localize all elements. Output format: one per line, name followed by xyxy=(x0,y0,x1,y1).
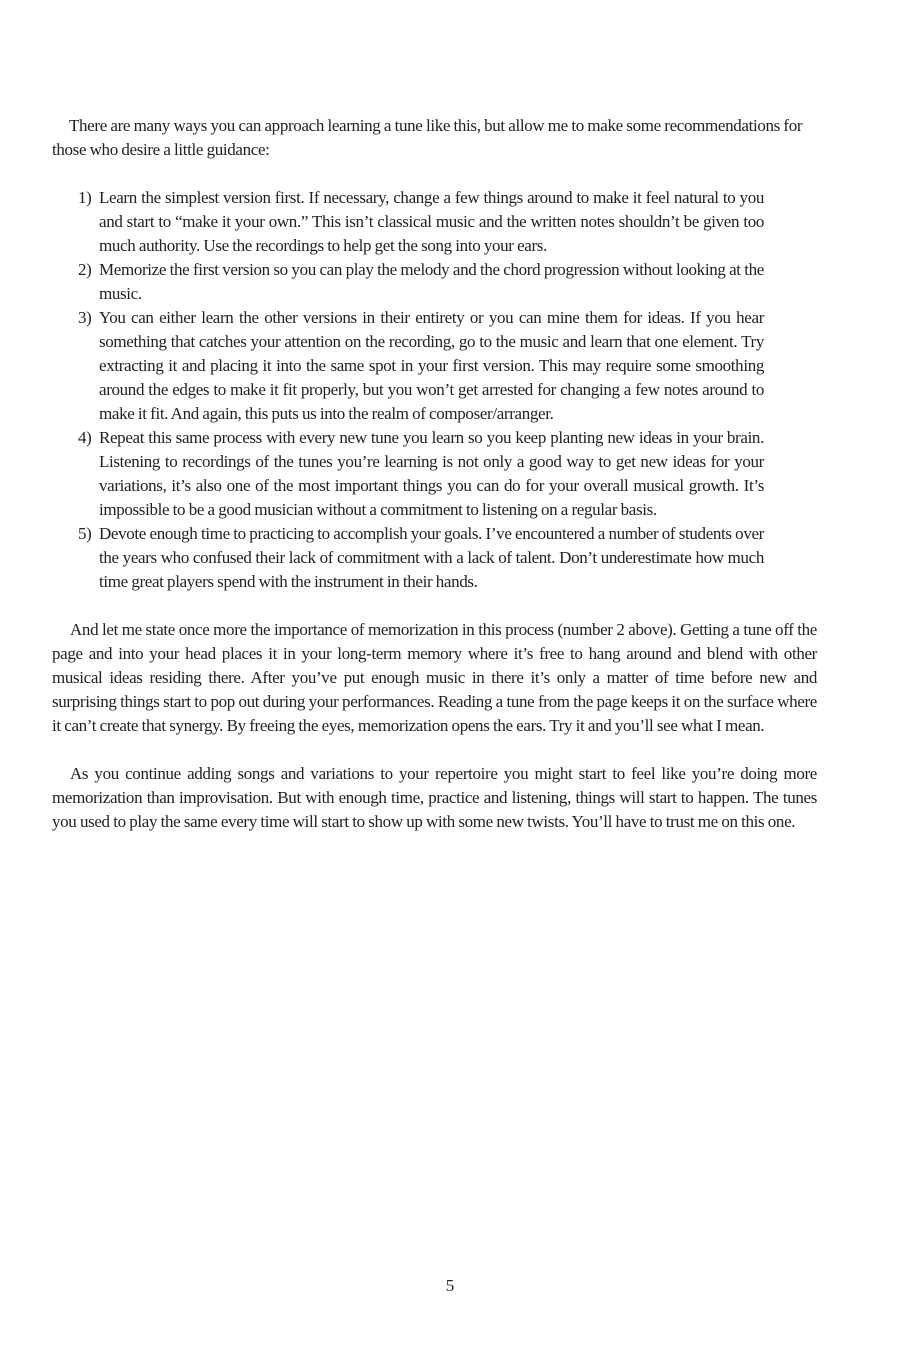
recommendations-list xyxy=(52,186,764,594)
list-item-number: 4) xyxy=(78,428,92,447)
list-item-text: Learn the simplest version first. If necessary, change a few things around to make it feel natural to you and start to “make it your own.” This isn’t classical music and the written notes shouldn’t be given too much authority. Use the recordings to help get the song into your ears. xyxy=(99,188,764,255)
list-item-text: Memorize the first version so you can play the melody and the chord progression without looking at the music. xyxy=(99,260,764,303)
memorization-paragraph: And let me state once more the importance of memorization in this process (number 2 above). Getting a tune off the page and into your head places it in your long-term memory where it’s free to hang around and blend with other musical ideas residing there. After you’ve put enough music in there it’s only a matter of time before new and surprising things start to pop out during your performances. Reading a tune from the page keeps it on the surface where it can’t create that synergy. By freeing the eyes, memorization opens the ears. Try it and you’ll see what I mean. xyxy=(52,620,817,735)
list-item xyxy=(78,306,764,426)
list-item-number: 3) xyxy=(78,308,92,327)
intro-paragraph: There are many ways you can approach learning a tune like this, but allow me to make some recommendations for those who desire a little guidance: xyxy=(52,116,803,159)
list-item-number: 5) xyxy=(78,524,92,543)
list-item-text: Devote enough time to practicing to accomplish your goals. I’ve encountered a number of students over the years who confused their lack of commitment with a lack of talent. Don’t underestimate how much time great players spend with the instrument in their hands. xyxy=(99,524,764,591)
list-item-text: You can either learn the other versions in their entirety or you can mine them for ideas. If you hear something that catches your attention on the recording, go to the music and learn that one element. Try extracting it and placing it into the same spot in your first version. This may require some smoothing around the edges to make it fit properly, but you won’t get arrested for changing a few notes around to make it fit. And again, this puts us into the realm of composer/arranger. xyxy=(99,308,764,423)
list-item-number: 1) xyxy=(78,188,92,207)
list-item xyxy=(78,426,764,522)
page-number: 5 xyxy=(445,1276,455,1295)
list-item xyxy=(78,522,764,594)
list-item xyxy=(78,258,764,306)
list-item-text: Repeat this same process with every new tune you learn so you keep planting new ideas in your brain. Listening to recordings of the tunes you’re learning is not only a good way to get new ideas for your variations, it’s also one of the most important things you can do for your overall musical growth. It’s impossible to be a good musician without a commitment to listening on a regular basis. xyxy=(99,428,764,519)
closing-paragraph: As you continue adding songs and variations to your repertoire you might start to feel like you’re doing more memorization than improvisation. But with enough time, practice and listening, things will start to happen. The tunes you used to play the same every time will start to show up with some new twists. You’ll have to trust me on this one. xyxy=(52,764,817,831)
paragraph-spacer xyxy=(52,738,817,762)
list-item xyxy=(78,186,764,258)
page-body xyxy=(52,114,817,834)
list-item-number: 2) xyxy=(78,260,92,279)
